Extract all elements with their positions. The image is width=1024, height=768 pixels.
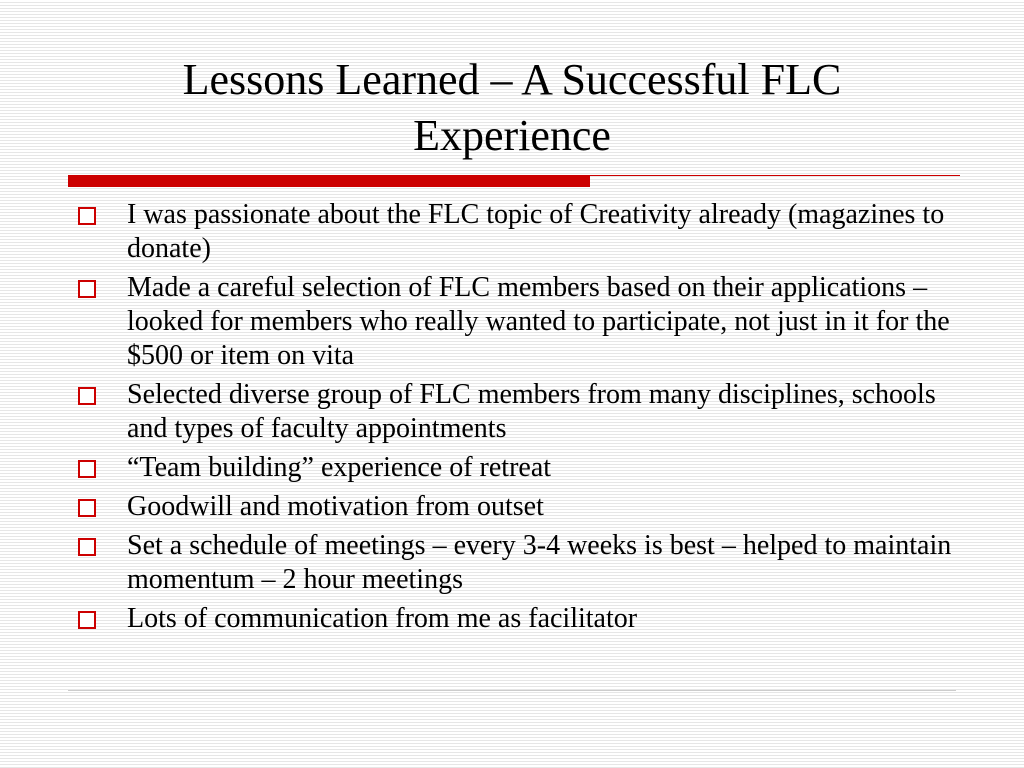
bullet-list	[78, 198, 958, 641]
bullet-item	[78, 451, 958, 485]
hollow-square-bullet-icon	[78, 499, 96, 517]
bullet-item	[78, 271, 958, 373]
bullet-text: I was passionate about the FLC topic of Creativity already (magazines to donate)	[127, 199, 945, 264]
bullet-item	[78, 602, 958, 636]
hollow-square-bullet-icon	[78, 611, 96, 629]
bullet-text: Lots of communication from me as facilitator	[127, 603, 638, 634]
bullet-text: Goodwill and motivation from outset	[127, 491, 544, 522]
hollow-square-bullet-icon	[78, 538, 96, 556]
title-underline-thick	[68, 175, 590, 187]
bullet-item	[78, 529, 958, 597]
bullet-item	[78, 490, 958, 524]
hollow-square-bullet-icon	[78, 280, 96, 298]
title-underline-thin	[590, 175, 960, 176]
bullet-item	[78, 378, 958, 446]
slide-title	[0, 52, 1024, 164]
hollow-square-bullet-icon	[78, 207, 96, 225]
bullet-text: Selected diverse group of FLC members from many disciplines, schools and types of faculty appointments	[127, 379, 936, 444]
bullet-item	[78, 198, 958, 266]
slide-title-line-2: Experience	[413, 111, 611, 160]
bullet-text: Made a careful selection of FLC members based on their applications – looked for members who really wanted to participate, not just in it for the $500 or item on vita	[127, 272, 950, 371]
bullet-text: Set a schedule of meetings – every 3-4 weeks is best – helped to maintain momentum – 2 hour meetings	[127, 530, 952, 595]
bullet-text: “Team building” experience of retreat	[127, 452, 552, 483]
slide-title-line-1: Lessons Learned – A Successful FLC	[182, 55, 842, 104]
hollow-square-bullet-icon	[78, 460, 96, 478]
footer-divider	[68, 690, 956, 691]
hollow-square-bullet-icon	[78, 387, 96, 405]
